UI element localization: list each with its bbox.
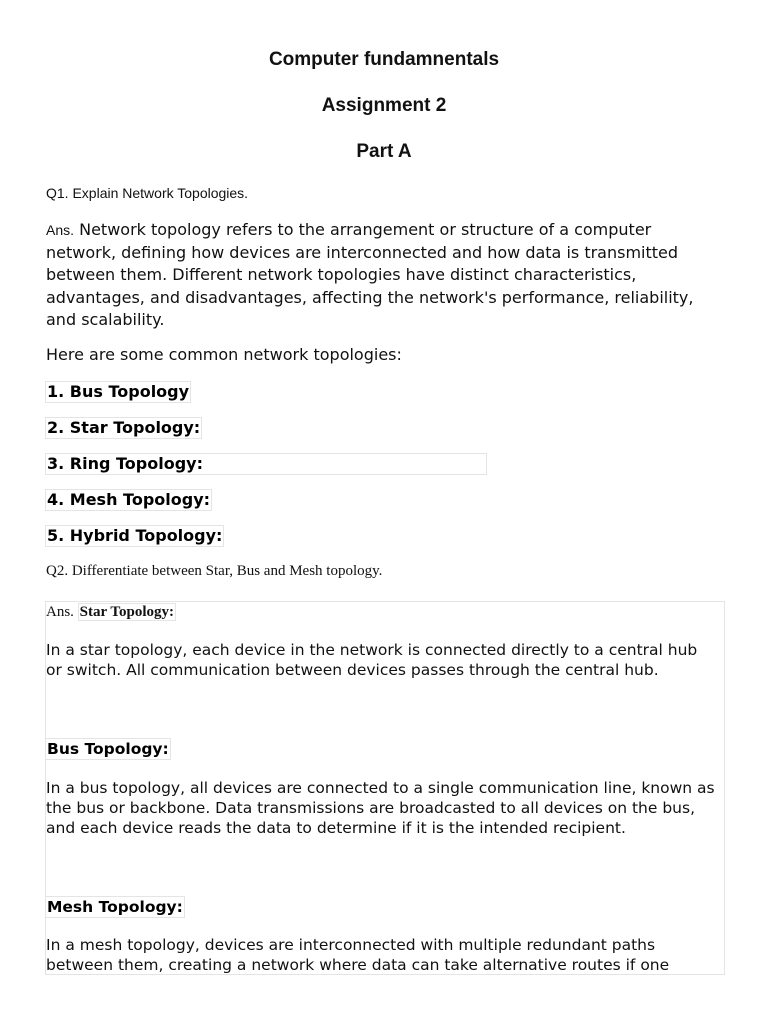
bus-topology-text: In a bus topology, all devices are connected to a single communication line, known as the bus or backbone. Data transmissions are broadcasted to all devices on the bus, and each device reads the data to determine if it is the intended recipient. [46, 779, 715, 837]
assignment-heading: Assignment 2 [321, 95, 447, 116]
topology-item-ring: 3. Ring Topology: [45, 453, 487, 475]
star-topology-text: In a star topology, each device in the network is connected directly to a central hub or switch. All communication between devices passes through the central hub. [46, 641, 698, 679]
answer-1 [46, 219, 726, 332]
answer-1-prefix: Ans. [46, 222, 75, 238]
topology-item-hybrid: 5. Hybrid Topology: [47, 526, 223, 545]
topology-item-mesh: 4. Mesh Topology: [47, 490, 211, 509]
part-heading: Part A [356, 141, 412, 162]
answer-2-prefix: Ans. [46, 604, 78, 620]
mesh-topology-text: In a mesh topology, devices are interconnected with multiple redundant paths between them, creating a network where data can take alternative routes if one [46, 936, 670, 974]
bus-topology-heading: Bus Topology: [47, 740, 169, 758]
document-title: Computer fundamnentals [268, 49, 500, 70]
question-1: Q1. Explain Network Topologies. [46, 185, 249, 201]
star-topology-heading: Star Topology: [79, 604, 175, 620]
topology-item-bus: 1. Bus Topology [47, 382, 190, 401]
topology-item-star: 2. Star Topology: [47, 418, 201, 437]
mesh-topology-heading: Mesh Topology: [47, 898, 183, 916]
answer-2-first-line [46, 602, 176, 622]
topologies-intro: Here are some common network topologies: [46, 345, 402, 364]
question-2: Q2. Differentiate between Star, Bus and Mesh topology. [46, 563, 383, 579]
answer-2-box [45, 601, 725, 975]
answer-1-text: Network topology refers to the arrangement or structure of a computer network, defining how devices are interconnected and how data is transmitted between them. Different network topologies have distinct characteristics, advantages, and disadvantages, affecting the network's performance, reliability, and scalability. [46, 220, 694, 329]
